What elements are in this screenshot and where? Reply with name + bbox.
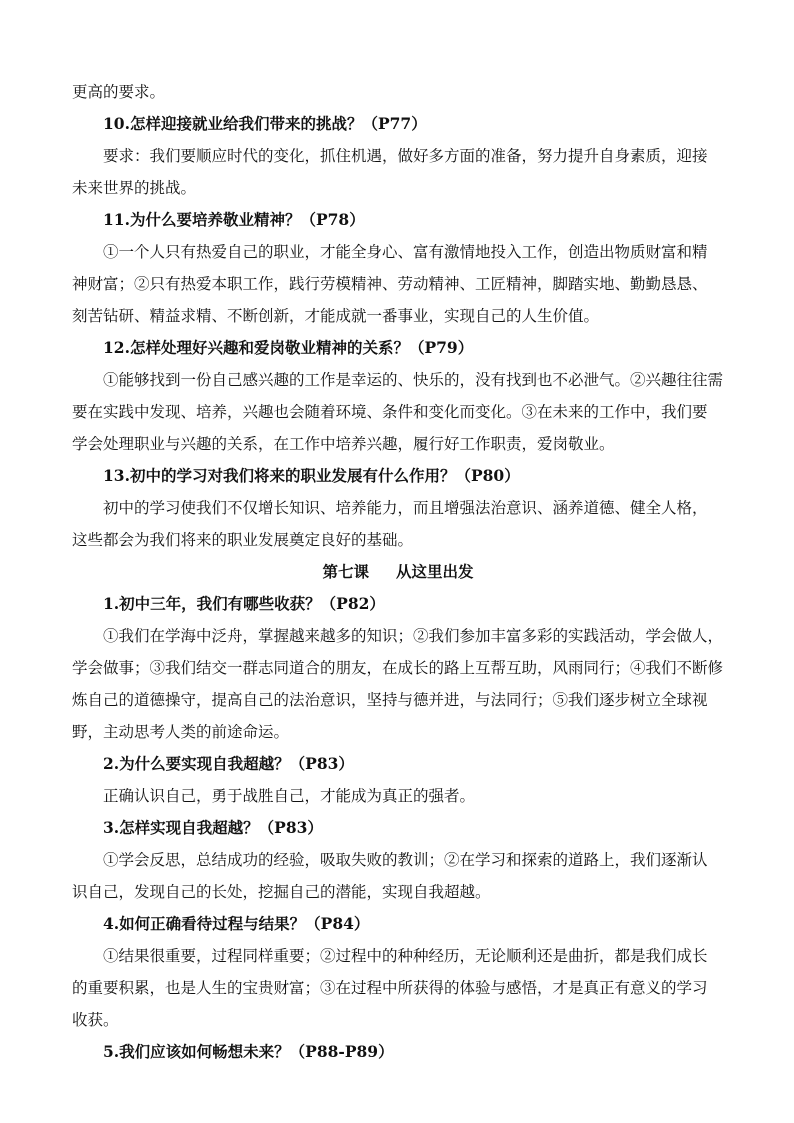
question-heading: 13.初中的学习对我们将来的职业发展有什么作用？（P80）	[103, 466, 520, 485]
question-heading: 11.为什么要培养敬业精神？（P78）	[103, 210, 365, 229]
question-heading: 12.怎样处理好兴趣和爱岗敬业精神的关系？（P79）	[103, 338, 474, 357]
question-heading: 4.如何正确看待过程与结果？（P84）	[103, 914, 370, 933]
question-heading: 10.怎样迎接就业给我们带来的挑战？（P77）	[103, 114, 427, 133]
question-heading: 1.初中三年，我们有哪些收获？（P82）	[103, 594, 385, 613]
answer-line: ①我们在学海中泛舟，掌握越来越多的知识；②我们参加丰富多彩的实践活动，学会做人，	[103, 627, 724, 645]
answer-line: 炼自己的道德操守，提高自己的法治意识，坚持与德并进，与法同行；⑤我们逐步树立全球视	[72, 691, 708, 709]
answer-line: 要求：我们要顺应时代的变化，抓住机遇，做好多方面的准备，努力提升自身素质，迎接	[103, 147, 708, 165]
answer-line: 学会处理职业与兴趣的关系，在工作中培养兴趣，履行好工作职责，爱岗敬业。	[72, 435, 615, 453]
answer-line: 收获。	[72, 1011, 119, 1029]
answer-line: 要在实践中发现、培养，兴趣也会随着环境、条件和变化而变化。③在未来的工作中，我们要	[72, 403, 708, 421]
answer-line: 未来世界的挑战。	[72, 179, 197, 197]
answer-line: 这些都会为我们将来的职业发展奠定良好的基础。	[72, 531, 414, 549]
question-heading: 5.我们应该如何畅想未来？（P88-P89）	[103, 1042, 394, 1061]
answer-line: 刻苦钻研、精益求精、不断创新，才能成就一番事业，实现自己的人生价值。	[72, 307, 600, 325]
question-heading: 2.为什么要实现自我超越？（P83）	[103, 754, 354, 773]
answer-line: 初中的学习使我们不仅增长知识、培养能力，而且增强法治意识、涵养道德、健全人格，	[103, 499, 708, 517]
answer-line: 野，主动思考人类的前途命运。	[72, 723, 290, 741]
question-heading: 3.怎样实现自我超越？（P83）	[103, 818, 323, 837]
lesson-title: 第七课 从这里出发	[322, 562, 474, 581]
answer-line: 识自己，发现自己的长处，挖掘自己的潜能，实现自我超越。	[72, 883, 491, 901]
answer-line: ①学会反思，总结成功的经验，吸取失败的教训；②在学习和探索的道路上，我们逐渐认	[103, 851, 708, 869]
answer-line: ①能够找到一份自己感兴趣的工作是幸运的、快乐的，没有找到也不必泄气。②兴趣往往需	[103, 371, 724, 389]
answer-line: 正确认识自己，勇于战胜自己，才能成为真正的强者。	[103, 787, 476, 805]
answer-line: ①一个人只有热爱自己的职业，才能全身心、富有激情地投入工作，创造出物质财富和精	[103, 243, 708, 261]
answer-line: 神财富；②只有热爱本职工作，践行劳模精神、劳动精神、工匠精神，脚踏实地、勤勤恳恳、	[72, 275, 708, 293]
text-line: 更高的要求。	[72, 83, 166, 101]
answer-line: ①结果很重要，过程同样重要；②过程中的种种经历，无论顺利还是曲折，都是我们成长	[103, 947, 708, 965]
answer-line: 学会做事；③我们结交一群志同道合的朋友，在成长的路上互帮互助，风雨同行；④我们不断修	[72, 659, 724, 677]
answer-line: 的重要积累，也是人生的宝贵财富；③在过程中所获得的体验与感悟，才是真正有意义的学习	[72, 979, 708, 997]
